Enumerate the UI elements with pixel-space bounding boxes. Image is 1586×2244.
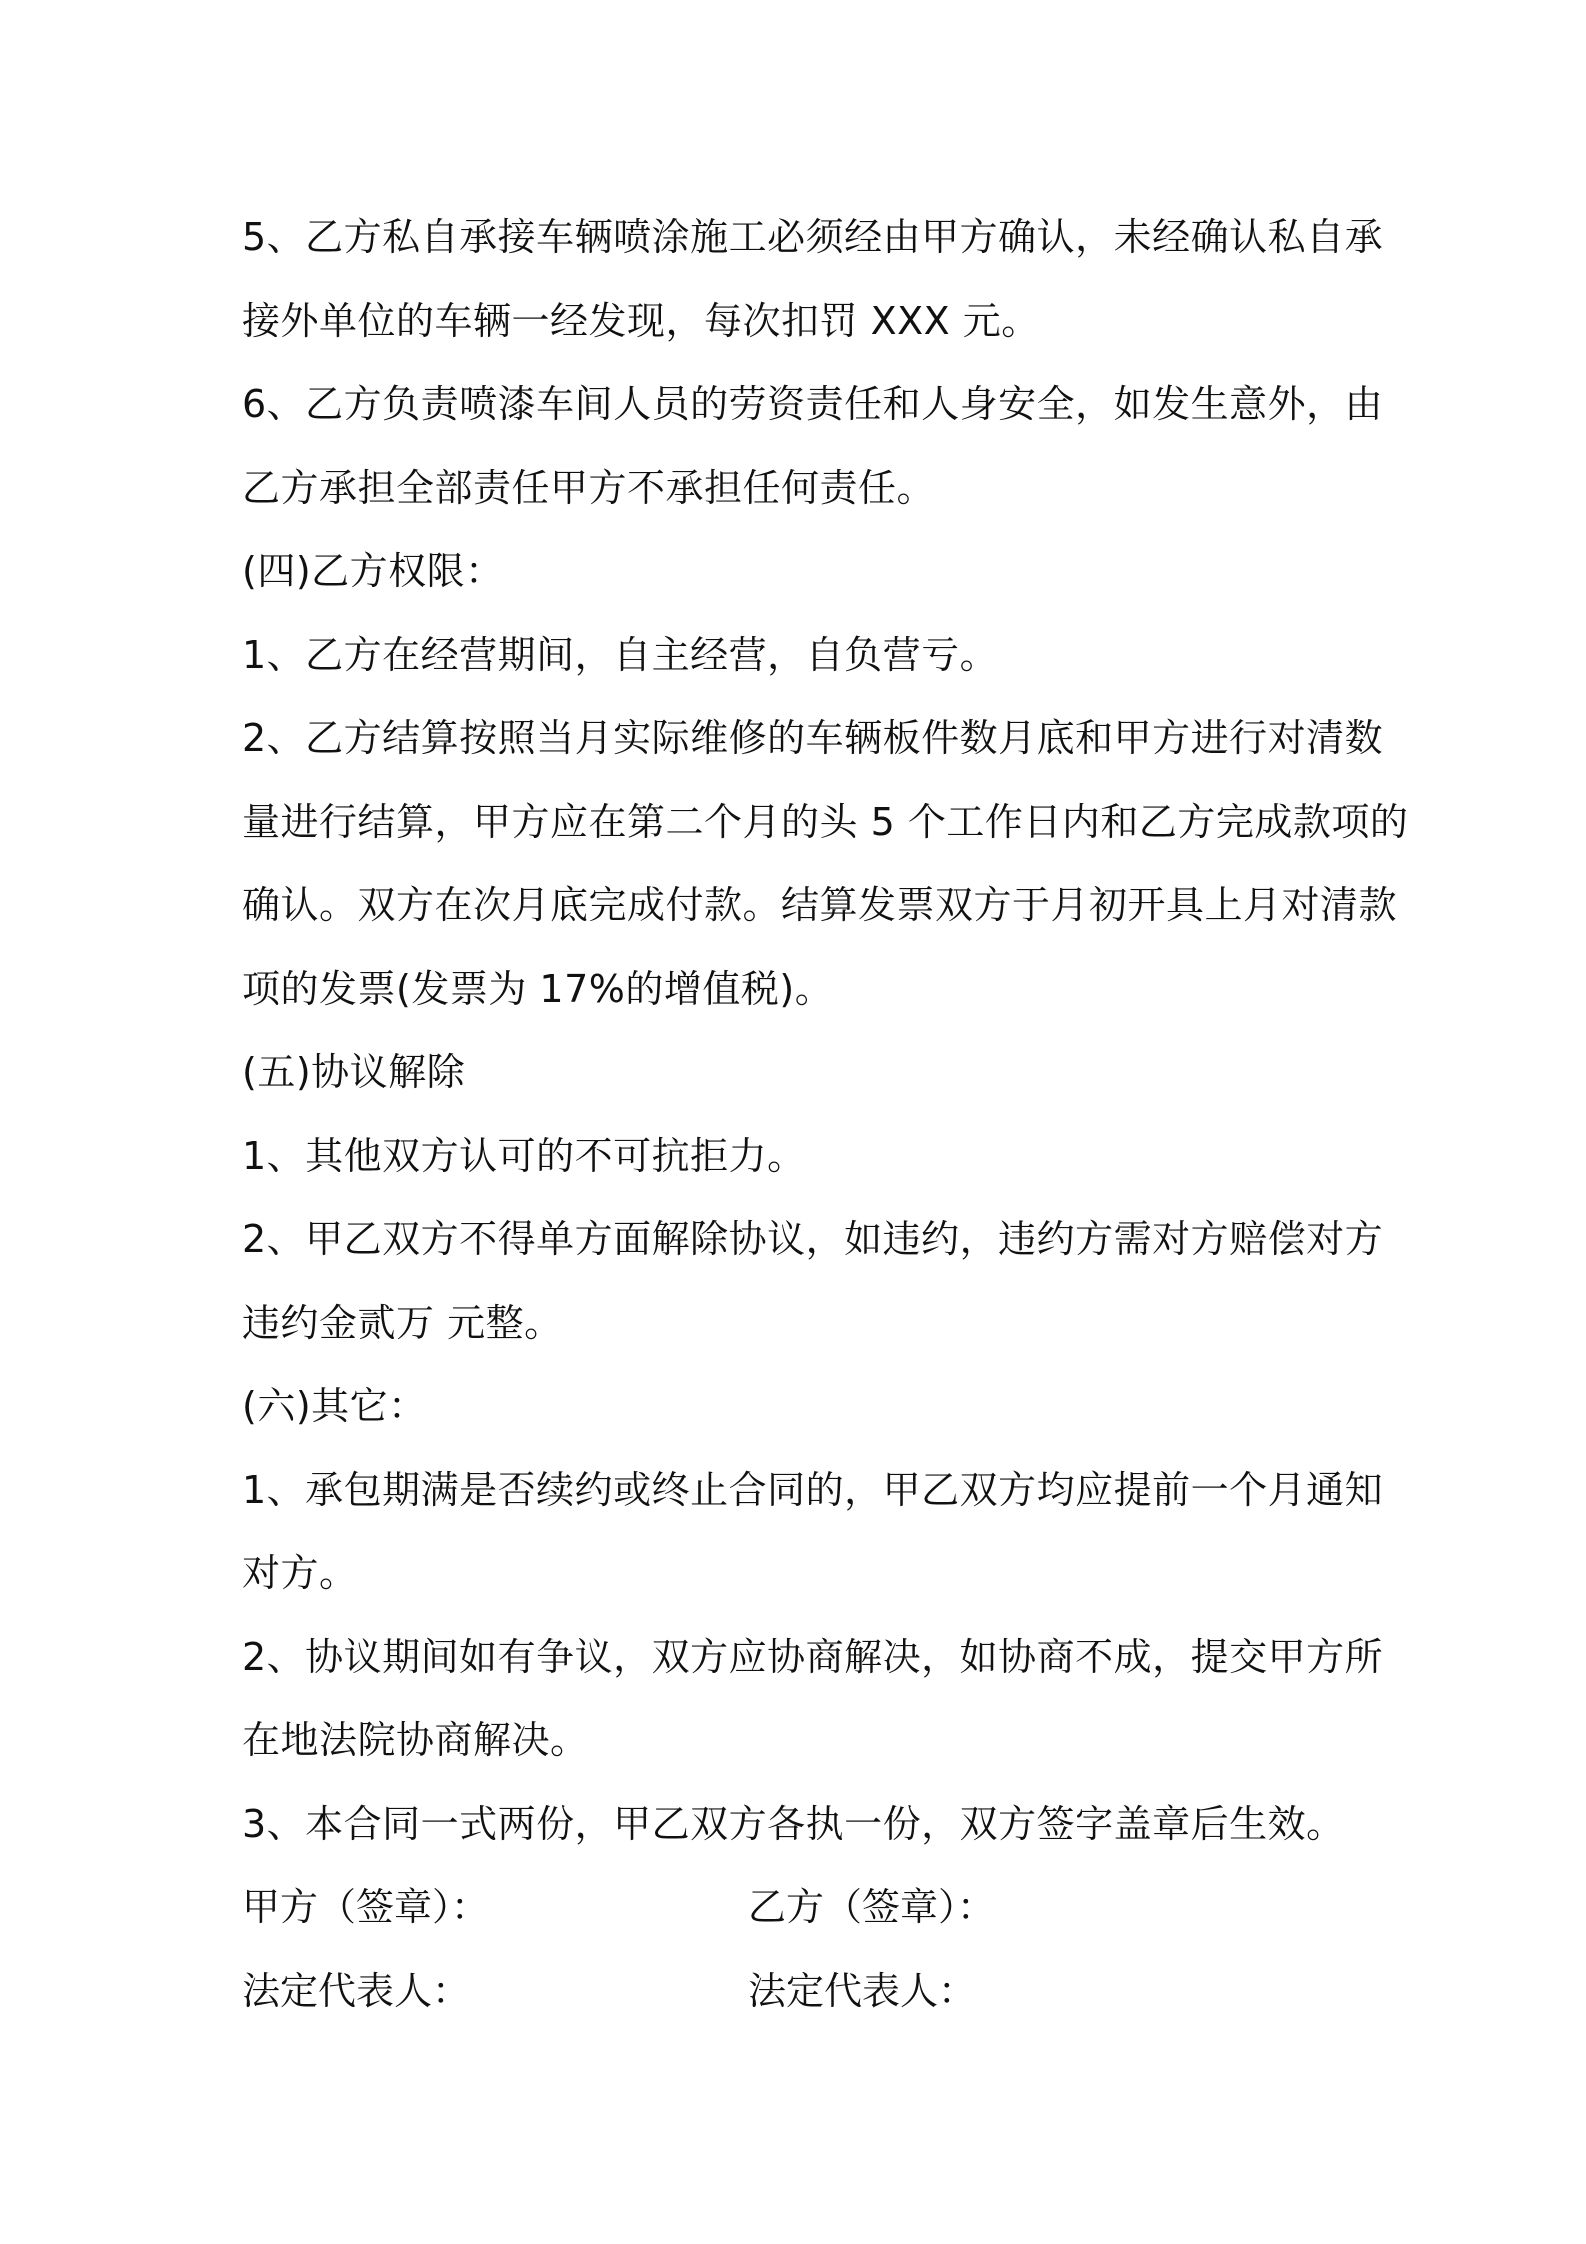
text-line: 1、乙方在经营期间，自主经营，自负营亏。 bbox=[242, 632, 999, 677]
text-line: 违约金贰万 元整。 bbox=[242, 1300, 563, 1345]
section-heading: (六)其它： bbox=[242, 1384, 427, 1428]
text-line: 1、承包期满是否续约或终止合同的，甲乙双方均应提前一个月通知 bbox=[242, 1467, 1384, 1512]
text-line: 在地法院协商解决。 bbox=[242, 1718, 589, 1762]
text-line: 乙方承担全部责任甲方不承担任何责任。 bbox=[242, 465, 936, 510]
party-b-representative-label: 法定代表人： bbox=[748, 1968, 977, 2013]
party-b-seal-label: 乙方（签章）： bbox=[748, 1885, 996, 1929]
party-a-representative-label: 法定代表人： bbox=[242, 1968, 471, 2013]
signature-row-representative bbox=[242, 1950, 1364, 2034]
text-line: 确认。双方在次月底完成付款。结算发票双方于月初开具上月对清款 bbox=[242, 883, 1398, 927]
section-heading: (四)乙方权限： bbox=[242, 549, 504, 593]
text-line: 3、本合同一式两份，甲乙双方各执一份，双方签字盖章后生效。 bbox=[242, 1801, 1345, 1846]
signature-row-seal bbox=[242, 1866, 1364, 1950]
document-body bbox=[242, 196, 1409, 2033]
text-line: 对方。 bbox=[242, 1551, 358, 1595]
text-line: 项的发票(发票为 17%的增值税)。 bbox=[242, 966, 834, 1011]
text-line: 量进行结算，甲方应在第二个月的头 5 个工作日内和乙方完成款项的 bbox=[242, 799, 1409, 844]
text-line: 5、乙方私自承接车辆喷涂施工必须经由甲方确认，未经确认私自承 bbox=[242, 215, 1384, 259]
text-line: 6、乙方负责喷漆车间人员的劳资责任和人身安全，如发生意外，由 bbox=[242, 382, 1384, 426]
party-a-seal-label: 甲方（签章）： bbox=[242, 1885, 490, 1929]
text-line: 1、其他双方认可的不可抗拒力。 bbox=[242, 1133, 806, 1178]
text-line: 接外单位的车辆一经发现，每次扣罚 XXX 元。 bbox=[242, 298, 1040, 343]
section-heading: (五)协议解除 bbox=[242, 1050, 466, 1094]
text-line: 2、甲乙双方不得单方面解除协议，如违约，违约方需对方赔偿对方 bbox=[242, 1217, 1384, 1261]
text-line: 2、乙方结算按照当月实际维修的车辆板件数月底和甲方进行对清数 bbox=[242, 716, 1384, 760]
text-line: 2、协议期间如有争议，双方应协商解决，如协商不成，提交甲方所 bbox=[242, 1634, 1384, 1679]
